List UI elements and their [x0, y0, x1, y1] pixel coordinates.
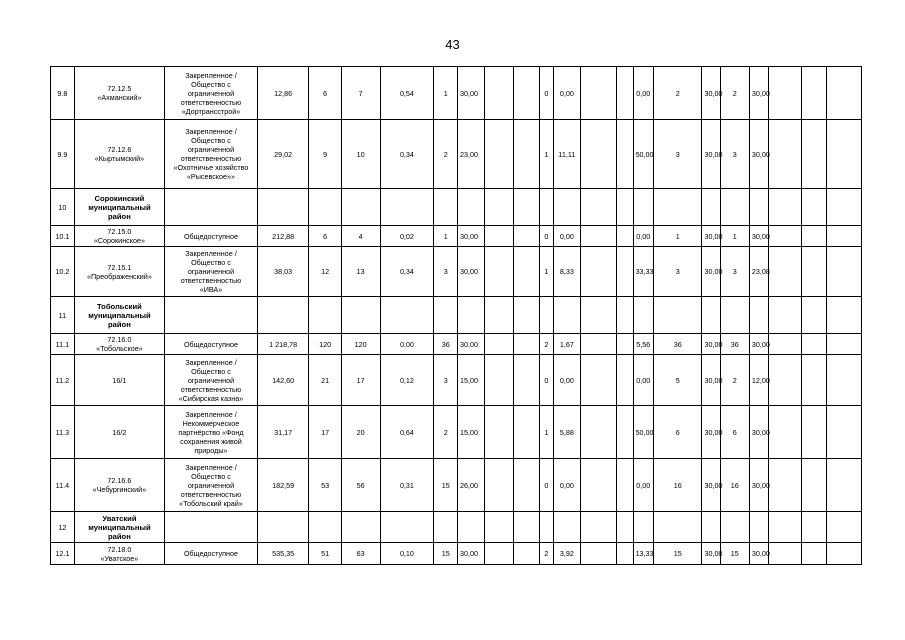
table-cell: 3 [720, 247, 749, 297]
table-cell [827, 189, 862, 226]
table-cell: 0,31 [380, 459, 434, 512]
table-cell [458, 512, 485, 543]
table-cell: 50,00 [633, 120, 653, 189]
table-cell: 1 [434, 226, 458, 247]
table-cell [514, 67, 540, 120]
table-cell: 13,33 [633, 543, 653, 565]
table-cell [769, 459, 801, 512]
table-cell: 23,08 [749, 247, 768, 297]
table-cell [749, 512, 768, 543]
table-cell [801, 297, 827, 334]
table-cell [257, 189, 309, 226]
table-cell [514, 189, 540, 226]
table-cell [617, 355, 633, 406]
ground-type-cell [165, 189, 258, 226]
table-cell [484, 189, 513, 226]
table-cell: 30,00 [702, 459, 720, 512]
table-cell [702, 297, 720, 334]
table-cell [769, 334, 801, 355]
table-cell [553, 189, 580, 226]
table-cell [827, 334, 862, 355]
table-cell: 16 [720, 459, 749, 512]
table-cell [769, 67, 801, 120]
table-cell [769, 406, 801, 459]
table-cell: 30,00 [702, 67, 720, 120]
table-cell [801, 120, 827, 189]
table-row [51, 406, 862, 459]
hunting-ground-name-cell: 72.16.0 «Тобольское» [74, 334, 164, 355]
table-cell: 15 [720, 543, 749, 565]
table-row [51, 334, 862, 355]
table-cell [702, 512, 720, 543]
table-row [51, 226, 862, 247]
table-cell [553, 297, 580, 334]
table-cell [827, 406, 862, 459]
table-cell [801, 512, 827, 543]
table-cell [553, 512, 580, 543]
district-row [51, 189, 862, 226]
table-cell: 5,88 [553, 406, 580, 459]
row-number-cell: 11.2 [51, 355, 75, 406]
table-cell: 31,17 [257, 406, 309, 459]
table-cell [769, 189, 801, 226]
table-cell [617, 189, 633, 226]
table-cell: 30,00 [702, 355, 720, 406]
table-cell: 30,00 [458, 247, 485, 297]
table-cell: 4 [341, 226, 380, 247]
table-cell [514, 334, 540, 355]
hunting-ground-name-cell: 72.12.6 «Кыртымский» [74, 120, 164, 189]
table-cell: 63 [341, 543, 380, 565]
table-cell [514, 406, 540, 459]
table-cell [580, 355, 617, 406]
table-cell [827, 120, 862, 189]
table-cell: 30,00 [749, 67, 768, 120]
table-cell: 30,00 [749, 120, 768, 189]
table-cell [309, 189, 341, 226]
table-cell: 36 [434, 334, 458, 355]
hunting-ground-name-cell: 72.16.6 «Чебургинский» [74, 459, 164, 512]
table-cell [769, 226, 801, 247]
table-cell: 7 [341, 67, 380, 120]
table-cell: 16 [654, 459, 702, 512]
table-cell [514, 355, 540, 406]
table-cell: 0 [539, 355, 553, 406]
table-cell: 142,60 [257, 355, 309, 406]
table-cell [539, 512, 553, 543]
hunting-grounds-table [50, 66, 862, 565]
table-cell [720, 512, 749, 543]
district-row [51, 512, 862, 543]
table-cell: 2 [539, 334, 553, 355]
table-cell [617, 226, 633, 247]
table-cell [341, 512, 380, 543]
table-cell: 30,00 [702, 543, 720, 565]
table-cell [617, 459, 633, 512]
table-cell [514, 512, 540, 543]
hunting-ground-name-cell: 72.12.5 «Ахманский» [74, 67, 164, 120]
table-cell [484, 406, 513, 459]
table-row [51, 355, 862, 406]
table-cell [580, 334, 617, 355]
table-cell: 0,12 [380, 355, 434, 406]
table-cell: 2 [720, 67, 749, 120]
table-cell: 15,00 [458, 355, 485, 406]
table-cell: 30,00 [749, 334, 768, 355]
table-cell [484, 512, 513, 543]
table-cell [309, 512, 341, 543]
table-cell: 17 [309, 406, 341, 459]
table-cell: 0,54 [380, 67, 434, 120]
table-cell: 120 [341, 334, 380, 355]
table-cell: 2 [720, 355, 749, 406]
table-cell [484, 226, 513, 247]
table-row [51, 543, 862, 565]
ground-type-cell: Общедоступное [165, 334, 258, 355]
table-cell [769, 543, 801, 565]
table-cell: 30,00 [702, 406, 720, 459]
row-number-cell: 11 [51, 297, 75, 334]
ground-type-cell: Закрепленное / Общество с ограниченной ответственностью «Тобольский край» [165, 459, 258, 512]
table-cell [617, 297, 633, 334]
table-cell [801, 334, 827, 355]
ground-type-cell: Закрепленное / Общество с ограниченной ответственностью «Дортрансстрой» [165, 67, 258, 120]
table-cell: 120 [309, 334, 341, 355]
table-cell: 2 [434, 120, 458, 189]
table-cell [827, 459, 862, 512]
ground-type-cell: Общедоступное [165, 226, 258, 247]
table-cell: 15 [434, 459, 458, 512]
table-cell: 535,35 [257, 543, 309, 565]
table-cell [434, 297, 458, 334]
table-cell [827, 67, 862, 120]
row-number-cell: 9.8 [51, 67, 75, 120]
table-cell: 36 [720, 334, 749, 355]
table-cell: 5 [654, 355, 702, 406]
row-number-cell: 12 [51, 512, 75, 543]
table-cell: 6 [720, 406, 749, 459]
table-cell: 212,88 [257, 226, 309, 247]
table-cell [539, 297, 553, 334]
table-cell: 3,92 [553, 543, 580, 565]
table-cell: 0,00 [633, 67, 653, 120]
table-cell [580, 120, 617, 189]
table-cell: 30,00 [702, 226, 720, 247]
table-cell: 6 [654, 406, 702, 459]
page-number: 43 [445, 37, 460, 52]
table-cell: 2 [539, 543, 553, 565]
table-cell [827, 512, 862, 543]
table-cell [380, 297, 434, 334]
row-number-cell: 10 [51, 189, 75, 226]
row-number-cell: 11.4 [51, 459, 75, 512]
table-cell: 20 [341, 406, 380, 459]
table-cell [484, 67, 513, 120]
table-cell [514, 543, 540, 565]
table-cell: 13 [341, 247, 380, 297]
table-cell: 12 [309, 247, 341, 297]
table-cell: 0 [539, 226, 553, 247]
table-cell [720, 189, 749, 226]
row-number-cell: 10.2 [51, 247, 75, 297]
table-cell [458, 189, 485, 226]
table-cell: 6 [309, 226, 341, 247]
table-cell: 6 [309, 67, 341, 120]
table-cell [580, 512, 617, 543]
table-cell [434, 512, 458, 543]
table-cell: 2 [654, 67, 702, 120]
table-cell: 21 [309, 355, 341, 406]
table-cell: 0,34 [380, 247, 434, 297]
table-cell: 33,33 [633, 247, 653, 297]
table-cell: 0,00 [553, 67, 580, 120]
table-cell [341, 297, 380, 334]
hunting-ground-name-cell: 72.15.1 «Преображенский» [74, 247, 164, 297]
table-cell [514, 226, 540, 247]
table-cell [617, 334, 633, 355]
table-cell: 30,00 [458, 334, 485, 355]
table-cell [434, 189, 458, 226]
table-cell [617, 543, 633, 565]
table-cell [801, 355, 827, 406]
table-cell [749, 297, 768, 334]
table-cell [257, 512, 309, 543]
ground-type-cell: Общедоступное [165, 543, 258, 565]
table-cell [769, 297, 801, 334]
table-cell [257, 297, 309, 334]
table-cell: 15,00 [458, 406, 485, 459]
table-cell [769, 355, 801, 406]
table-cell [827, 226, 862, 247]
table-cell [654, 189, 702, 226]
table-cell [380, 512, 434, 543]
table-cell [769, 512, 801, 543]
table-cell: 23,00 [458, 120, 485, 189]
row-number-cell: 11.1 [51, 334, 75, 355]
table-cell: 36 [654, 334, 702, 355]
table-cell: 0,00 [380, 334, 434, 355]
table-cell: 38,03 [257, 247, 309, 297]
table-cell [484, 247, 513, 297]
ground-type-cell: Закрепленное / Общество с ограниченной ответственностью «Сибирская казна» [165, 355, 258, 406]
ground-type-cell [165, 512, 258, 543]
table-cell [827, 355, 862, 406]
table-cell: 11,11 [553, 120, 580, 189]
table-cell: 3 [720, 120, 749, 189]
table-cell [801, 247, 827, 297]
ground-type-cell: Закрепленное / Общество с ограниченной ответственностью «ИВА» [165, 247, 258, 297]
table-row [51, 459, 862, 512]
table-cell [749, 189, 768, 226]
table-cell [580, 247, 617, 297]
table-cell: 30,00 [702, 334, 720, 355]
table-cell: 182,59 [257, 459, 309, 512]
table-cell [702, 189, 720, 226]
table-cell: 26,00 [458, 459, 485, 512]
table-cell [484, 297, 513, 334]
table-cell [654, 512, 702, 543]
table-cell [801, 406, 827, 459]
table-cell: 53 [309, 459, 341, 512]
district-name-cell: Тобольский муниципальный район [74, 297, 164, 334]
row-number-cell: 10.1 [51, 226, 75, 247]
table-cell: 3 [654, 247, 702, 297]
table-cell [654, 297, 702, 334]
district-name-cell: Сорокинский муниципальный район [74, 189, 164, 226]
table-cell [484, 334, 513, 355]
table-cell: 0,00 [553, 226, 580, 247]
table-cell: 1 [434, 67, 458, 120]
table-cell: 1 [654, 226, 702, 247]
table-cell: 1 [720, 226, 749, 247]
table-cell: 1 [539, 120, 553, 189]
table-cell: 29,02 [257, 120, 309, 189]
table-cell [827, 247, 862, 297]
table-cell [580, 189, 617, 226]
table-cell [617, 512, 633, 543]
hunting-ground-name-cell: 72.18.0 «Уватское» [74, 543, 164, 565]
table-cell [769, 120, 801, 189]
table-cell [580, 459, 617, 512]
table-cell: 30,00 [702, 120, 720, 189]
table-cell [484, 120, 513, 189]
table-cell: 56 [341, 459, 380, 512]
table-cell [484, 543, 513, 565]
table-cell: 9 [309, 120, 341, 189]
table-cell: 0,00 [633, 355, 653, 406]
table-cell [580, 67, 617, 120]
table-cell: 0 [539, 67, 553, 120]
table-cell [514, 247, 540, 297]
ground-type-cell [165, 297, 258, 334]
table-cell [309, 297, 341, 334]
table-cell [539, 189, 553, 226]
ground-type-cell: Закрепленное / Некоммерческое партнёрство «Фонд сохранения живой природы» [165, 406, 258, 459]
hunting-ground-name-cell: 16/1 [74, 355, 164, 406]
table-cell [827, 543, 862, 565]
table-cell: 2 [434, 406, 458, 459]
table-row [51, 247, 862, 297]
table-cell [580, 297, 617, 334]
table-cell: 12,86 [257, 67, 309, 120]
row-number-cell: 9.9 [51, 120, 75, 189]
ground-type-cell: Закрепленное / Общество с ограниченной ответственностью «Охотничье хозяйство «Рысевское»» [165, 120, 258, 189]
table-cell [341, 189, 380, 226]
table-cell [580, 226, 617, 247]
table-cell [617, 67, 633, 120]
table-cell: 0,64 [380, 406, 434, 459]
table-cell [801, 459, 827, 512]
district-row [51, 297, 862, 334]
table-cell [801, 543, 827, 565]
table-cell [484, 459, 513, 512]
table-cell: 30,00 [749, 459, 768, 512]
table-cell: 0,00 [553, 459, 580, 512]
table-cell: 0,00 [553, 355, 580, 406]
row-number-cell: 11.3 [51, 406, 75, 459]
table-cell: 12,00 [749, 355, 768, 406]
table-cell: 0,34 [380, 120, 434, 189]
table-cell [514, 297, 540, 334]
district-name-cell: Уватский муниципальный район [74, 512, 164, 543]
table-cell: 30,00 [458, 543, 485, 565]
table-cell [769, 247, 801, 297]
table-cell [458, 297, 485, 334]
table-cell: 51 [309, 543, 341, 565]
table-row [51, 67, 862, 120]
table-cell: 17 [341, 355, 380, 406]
table-cell [514, 459, 540, 512]
table-cell: 3 [654, 120, 702, 189]
table-cell [801, 226, 827, 247]
table-cell [380, 189, 434, 226]
table-cell: 30,00 [749, 543, 768, 565]
table-cell [801, 189, 827, 226]
table-cell: 30,00 [458, 67, 485, 120]
table-cell: 50,00 [633, 406, 653, 459]
table-cell: 8,33 [553, 247, 580, 297]
row-number-cell: 12.1 [51, 543, 75, 565]
table-cell [484, 355, 513, 406]
table-cell [801, 67, 827, 120]
table-cell [633, 512, 653, 543]
table-cell: 0,00 [633, 459, 653, 512]
table-cell [580, 406, 617, 459]
table-cell: 3 [434, 355, 458, 406]
table-cell: 30,00 [749, 406, 768, 459]
table-cell [827, 297, 862, 334]
table-cell [617, 120, 633, 189]
table-cell: 1 [539, 247, 553, 297]
table-cell: 15 [654, 543, 702, 565]
table-cell [633, 189, 653, 226]
table-cell: 30,00 [749, 226, 768, 247]
table-cell: 1 218,78 [257, 334, 309, 355]
table-cell [514, 120, 540, 189]
table-cell: 3 [434, 247, 458, 297]
hunting-ground-name-cell: 16/2 [74, 406, 164, 459]
table-cell: 0 [539, 459, 553, 512]
table-cell: 5,56 [633, 334, 653, 355]
table-cell [720, 297, 749, 334]
table-cell [580, 543, 617, 565]
table-cell [617, 247, 633, 297]
table-cell [617, 406, 633, 459]
table-cell: 0,02 [380, 226, 434, 247]
table-cell: 1,67 [553, 334, 580, 355]
table-cell: 0,10 [380, 543, 434, 565]
table-cell: 10 [341, 120, 380, 189]
table-cell: 30,00 [702, 247, 720, 297]
hunting-ground-name-cell: 72.15.0 «Сорокинское» [74, 226, 164, 247]
table-cell: 0,00 [633, 226, 653, 247]
table-row [51, 120, 862, 189]
table-cell: 1 [539, 406, 553, 459]
table-cell: 30,00 [458, 226, 485, 247]
table-cell: 15 [434, 543, 458, 565]
table-cell [633, 297, 653, 334]
